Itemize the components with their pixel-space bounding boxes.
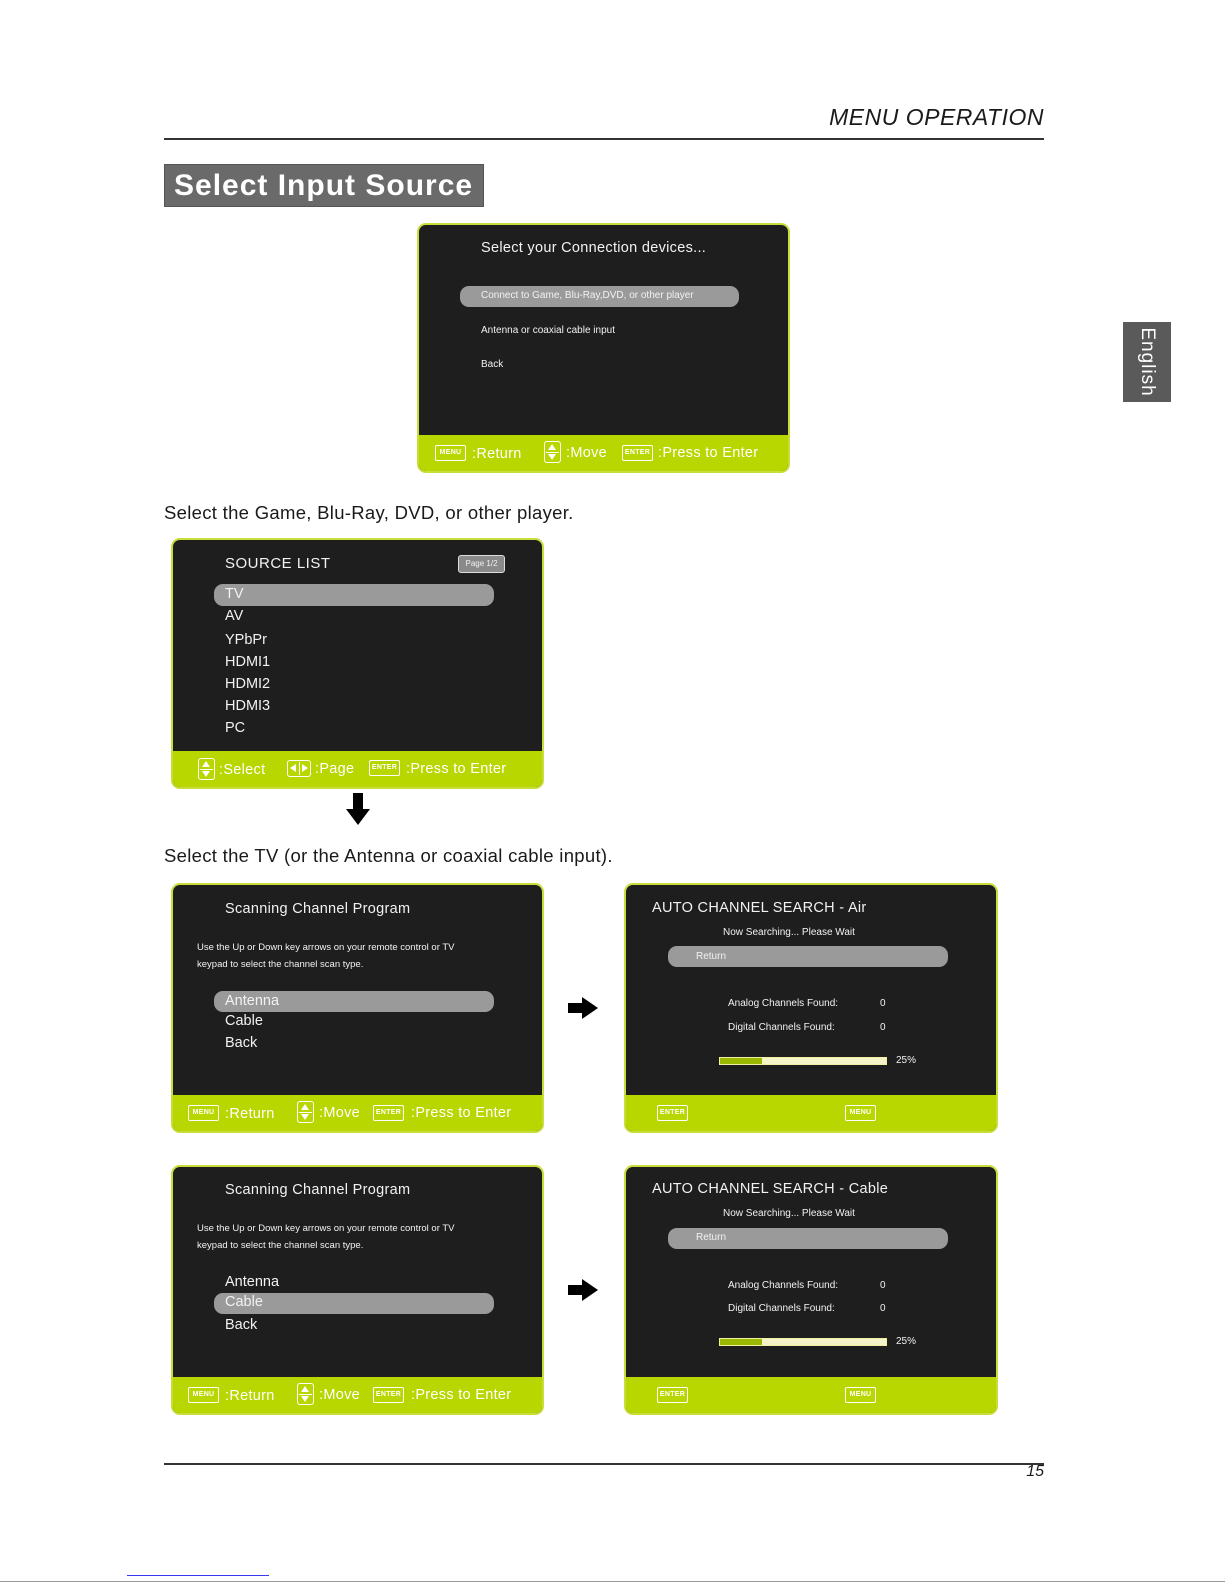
enter-key-icon: ENTER bbox=[373, 1387, 404, 1403]
footer-rule bbox=[164, 1463, 1044, 1465]
footer-return-label: :Return bbox=[472, 446, 522, 462]
digital-channels-label: Digital Channels Found: bbox=[728, 1022, 835, 1033]
bottom-link-underline bbox=[127, 1575, 269, 1576]
footer-enter-label: :Press to Enter bbox=[411, 1387, 512, 1403]
bottom-edge-rule bbox=[0, 1581, 1225, 1582]
connection-option-game[interactable]: Connect to Game, Blu-Ray,DVD, or other player bbox=[481, 290, 694, 301]
caption-step1: Select the Game, Blu-Ray, DVD, or other player. bbox=[164, 502, 574, 523]
scan-panel-title: Scanning Channel Program bbox=[225, 1182, 411, 1198]
left-right-key-icon bbox=[287, 760, 311, 777]
caption-step2: Select the TV (or the Antenna or coaxial cable input). bbox=[164, 845, 613, 866]
scan-panel-footer bbox=[173, 1377, 542, 1413]
search-panel-footer bbox=[626, 1377, 996, 1413]
analog-channels-value: 0 bbox=[880, 1280, 886, 1291]
search-return-option[interactable]: Return bbox=[696, 1232, 727, 1243]
source-item-ypbpr[interactable]: YPbPr bbox=[225, 632, 267, 648]
scan-option-back[interactable]: Back bbox=[225, 1317, 258, 1333]
source-item-hdmi2[interactable]: HDMI2 bbox=[225, 676, 271, 692]
search-status: Now Searching... Please Wait bbox=[723, 1208, 855, 1219]
footer-return-label: :Return bbox=[225, 1388, 275, 1404]
up-down-key-icon bbox=[198, 758, 215, 780]
search-progress-label: 25% bbox=[896, 1336, 917, 1347]
enter-key-icon: ENTER bbox=[622, 445, 653, 461]
search-progress-fill bbox=[720, 1058, 762, 1064]
menu-key-icon: MENU bbox=[845, 1105, 876, 1121]
menu-key-icon: MENU bbox=[188, 1105, 219, 1121]
menu-key-icon: MENU bbox=[845, 1387, 876, 1403]
digital-channels-label: Digital Channels Found: bbox=[728, 1303, 835, 1314]
scan-program-panel-cable bbox=[171, 1165, 544, 1415]
auto-channel-search-panel-cable bbox=[624, 1165, 998, 1415]
source-item-tv[interactable]: TV bbox=[225, 586, 244, 602]
source-item-hdmi1[interactable]: HDMI1 bbox=[225, 654, 271, 670]
scan-program-panel-antenna bbox=[171, 883, 544, 1133]
footer-select-label: :Select bbox=[219, 762, 266, 778]
page-number: 15 bbox=[1026, 1463, 1044, 1480]
scan-panel-footer bbox=[173, 1095, 542, 1131]
source-list-panel bbox=[171, 538, 544, 789]
analog-channels-value: 0 bbox=[880, 998, 886, 1009]
footer-enter-label: :Press to Enter bbox=[411, 1105, 512, 1121]
search-panel-title: AUTO CHANNEL SEARCH - Air bbox=[652, 900, 867, 916]
footer-page-label: :Page bbox=[315, 761, 355, 777]
page-header-title: MENU OPERATION bbox=[829, 104, 1044, 130]
source-list-title: SOURCE LIST bbox=[225, 555, 331, 572]
analog-channels-label: Analog Channels Found: bbox=[728, 998, 839, 1009]
language-tab bbox=[1123, 322, 1171, 402]
search-return-option[interactable]: Return bbox=[696, 951, 727, 962]
connection-panel-title: Select your Connection devices... bbox=[481, 240, 707, 256]
up-down-key-icon bbox=[297, 1101, 314, 1123]
footer-enter-label: :Press to Enter bbox=[406, 761, 507, 777]
auto-channel-search-panel-air bbox=[624, 883, 998, 1133]
footer-move-label: :Move bbox=[319, 1105, 360, 1121]
analog-channels-label: Analog Channels Found: bbox=[728, 1280, 839, 1291]
footer-return-label: :Return bbox=[225, 1106, 275, 1122]
scan-option-antenna[interactable]: Antenna bbox=[225, 993, 280, 1009]
up-down-key-icon bbox=[297, 1383, 314, 1405]
search-progress-bar bbox=[719, 1057, 887, 1065]
source-item-pc[interactable]: PC bbox=[225, 720, 246, 736]
up-down-key-icon bbox=[544, 441, 561, 463]
scan-instruction-line2: keypad to select the channel scan type. bbox=[197, 1240, 364, 1251]
search-progress-fill bbox=[720, 1339, 762, 1345]
menu-key-icon: MENU bbox=[188, 1387, 219, 1403]
footer-move-label: :Move bbox=[566, 445, 607, 461]
scan-option-back[interactable]: Back bbox=[225, 1035, 258, 1051]
scan-panel-title: Scanning Channel Program bbox=[225, 901, 411, 917]
connection-option-back[interactable]: Back bbox=[481, 359, 504, 370]
digital-channels-value: 0 bbox=[880, 1303, 886, 1314]
enter-key-icon: ENTER bbox=[657, 1105, 688, 1121]
footer-move-label: :Move bbox=[319, 1387, 360, 1403]
scan-instruction-line2: keypad to select the channel scan type. bbox=[197, 959, 364, 970]
menu-key-icon: MENU bbox=[435, 445, 466, 461]
connection-panel-footer bbox=[419, 435, 788, 471]
enter-key-icon: ENTER bbox=[369, 760, 400, 776]
scan-instruction-line1: Use the Up or Down key arrows on your remote control or TV bbox=[197, 1223, 455, 1234]
right-arrow-icon bbox=[568, 1279, 598, 1301]
connection-devices-panel bbox=[417, 223, 790, 473]
connection-option-antenna[interactable]: Antenna or coaxial cable input bbox=[481, 325, 615, 336]
scan-option-cable[interactable]: Cable bbox=[225, 1294, 263, 1310]
source-item-highlight bbox=[214, 584, 494, 606]
search-panel-title: AUTO CHANNEL SEARCH - Cable bbox=[652, 1181, 889, 1197]
source-item-hdmi3[interactable]: HDMI3 bbox=[225, 698, 271, 714]
source-list-footer bbox=[173, 751, 542, 787]
enter-key-icon: ENTER bbox=[373, 1105, 404, 1121]
search-status: Now Searching... Please Wait bbox=[723, 927, 855, 938]
scan-option-cable[interactable]: Cable bbox=[225, 1013, 263, 1029]
search-panel-footer bbox=[626, 1095, 996, 1131]
right-arrow-icon bbox=[568, 997, 598, 1019]
page-badge: Page 1/2 bbox=[458, 555, 505, 573]
scan-instruction-line1: Use the Up or Down key arrows on your remote control or TV bbox=[197, 942, 455, 953]
source-item-av[interactable]: AV bbox=[225, 608, 244, 624]
language-tab-label: English bbox=[1137, 327, 1158, 397]
digital-channels-value: 0 bbox=[880, 1022, 886, 1033]
down-arrow-icon bbox=[346, 793, 370, 825]
enter-key-icon: ENTER bbox=[657, 1387, 688, 1403]
search-progress-label: 25% bbox=[896, 1055, 917, 1066]
section-title: Select Input Source bbox=[164, 164, 484, 207]
search-progress-bar bbox=[719, 1338, 887, 1346]
footer-enter-label: :Press to Enter bbox=[658, 445, 759, 461]
scan-option-antenna[interactable]: Antenna bbox=[225, 1274, 280, 1290]
header-rule bbox=[164, 138, 1044, 140]
